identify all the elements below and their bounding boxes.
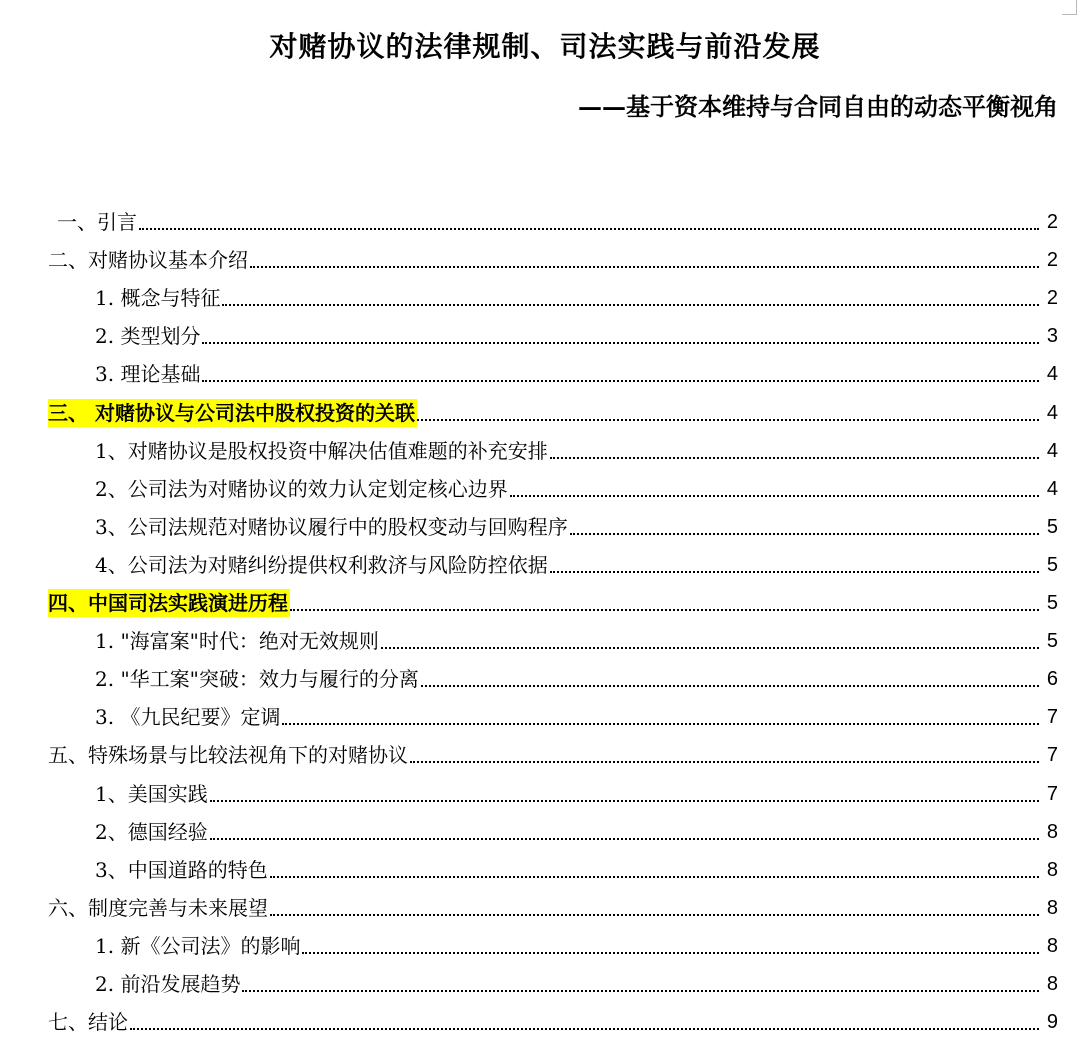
toc-entry[interactable] [95, 850, 1058, 884]
table-of-contents [0, 202, 1090, 1040]
toc-dot-leader [202, 342, 1039, 344]
toc-entry[interactable] [48, 1002, 1058, 1036]
toc-entry[interactable] [95, 278, 1058, 312]
toc-dot-leader [222, 304, 1039, 306]
toc-entry[interactable] [95, 545, 1058, 579]
toc-entry[interactable] [95, 316, 1058, 350]
toc-page-number: 4 [1046, 440, 1058, 462]
toc-page-number: 8 [1046, 935, 1058, 957]
toc-entry-label: 2、德国经验 [95, 820, 208, 844]
toc-page-number: 5 [1046, 516, 1058, 538]
toc-entry[interactable] [95, 621, 1058, 655]
page-corner-mark [1062, 0, 1077, 15]
toc-dot-leader [202, 380, 1039, 382]
toc-dot-leader [421, 685, 1039, 687]
toc-dot-leader [290, 609, 1039, 611]
toc-entry[interactable] [48, 393, 1058, 427]
toc-entry-label: 2. "华工案"突破：效力与履行的分离 [95, 667, 419, 691]
toc-page-number: 8 [1046, 897, 1058, 919]
toc-page-number: 3 [1046, 325, 1058, 347]
toc-page-number: 5 [1046, 554, 1058, 576]
toc-entry-label: 一、引言 [57, 210, 137, 234]
document-title: 对赌协议的法律规制、司法实践与前沿发展 [269, 30, 821, 63]
toc-entry[interactable] [48, 735, 1058, 769]
toc-page-number: 2 [1046, 211, 1058, 233]
toc-page-number: 4 [1046, 478, 1058, 500]
toc-entry-label: 七、结论 [48, 1010, 128, 1034]
toc-entry-label: 1、对赌协议是股权投资中解决估值难题的补充安排 [95, 439, 548, 463]
toc-entry-label: 1. "海富案"时代：绝对无效规则 [95, 629, 379, 653]
toc-dot-leader [210, 800, 1039, 802]
toc-page-number: 5 [1046, 592, 1058, 614]
toc-entry[interactable] [48, 583, 1058, 617]
toc-entry[interactable] [57, 202, 1058, 236]
toc-entry[interactable] [48, 240, 1058, 274]
toc-dot-leader [410, 761, 1039, 763]
toc-entry-label: 2. 前沿发展趋势 [95, 972, 241, 996]
toc-entry-label: 二、对赌协议基本介绍 [48, 248, 248, 272]
toc-entry[interactable] [95, 774, 1058, 808]
toc-dot-leader [242, 990, 1039, 992]
toc-entry[interactable] [95, 354, 1058, 388]
toc-entry-label: 1、美国实践 [95, 782, 208, 806]
toc-dot-leader [250, 266, 1039, 268]
toc-entry-label: 六、制度完善与未来展望 [48, 896, 268, 920]
toc-entry-label: 1. 概念与特征 [95, 286, 221, 310]
toc-page-number: 7 [1046, 706, 1058, 728]
toc-dot-leader [381, 647, 1039, 649]
toc-dot-leader [270, 914, 1039, 916]
toc-page-number: 2 [1046, 249, 1058, 271]
toc-page-number: 4 [1046, 402, 1058, 424]
toc-entry[interactable] [95, 507, 1058, 541]
toc-dot-leader [210, 838, 1039, 840]
toc-page-number: 6 [1046, 668, 1058, 690]
toc-page-number: 2 [1046, 287, 1058, 309]
toc-entry-label: 3. 理论基础 [95, 362, 201, 386]
toc-page-number: 8 [1046, 821, 1058, 843]
toc-dot-leader [550, 571, 1039, 573]
toc-entry-label: 1. 新《公司法》的影响 [95, 934, 301, 958]
toc-dot-leader [139, 228, 1039, 230]
toc-entry[interactable] [95, 926, 1058, 960]
toc-page-number: 4 [1046, 363, 1058, 385]
toc-page-number: 7 [1046, 783, 1058, 805]
toc-entry[interactable] [95, 812, 1058, 846]
toc-page-number: 9 [1046, 1011, 1058, 1033]
toc-entry-label: 三、 对赌协议与公司法中股权投资的关联 [48, 401, 415, 425]
toc-entry-label: 2. 类型划分 [95, 324, 201, 348]
toc-entry[interactable] [48, 888, 1058, 922]
toc-dot-leader [550, 457, 1039, 459]
toc-entry-label: 3、公司法规范对赌协议履行中的股权变动与回购程序 [95, 515, 568, 539]
document-subtitle: ——基于资本维持与合同自由的动态平衡视角 [578, 92, 1058, 121]
toc-dot-leader [510, 495, 1039, 497]
toc-entry-label: 2、公司法为对赌协议的效力认定划定核心边界 [95, 477, 508, 501]
toc-entry[interactable] [95, 964, 1058, 998]
toc-entry-label: 四、中国司法实践演进历程 [48, 591, 288, 615]
toc-dot-leader [130, 1028, 1039, 1030]
toc-dot-leader [270, 876, 1039, 878]
toc-dot-leader [282, 723, 1039, 725]
toc-dot-leader [302, 952, 1039, 954]
toc-entry-label: 3. 《九民纪要》定调 [95, 705, 281, 729]
toc-page-number: 8 [1046, 859, 1058, 881]
toc-entry[interactable] [95, 469, 1058, 503]
toc-page-number: 8 [1046, 973, 1058, 995]
toc-entry-label: 五、特殊场景与比较法视角下的对赌协议 [48, 743, 408, 767]
toc-entry-label: 3、中国道路的特色 [95, 858, 268, 882]
toc-entry[interactable] [95, 659, 1058, 693]
toc-dot-leader [570, 533, 1039, 535]
toc-entry[interactable] [95, 431, 1058, 465]
toc-entry-label: 4、公司法为对赌纠纷提供权利救济与风险防控依据 [95, 553, 548, 577]
toc-page-number: 7 [1046, 744, 1058, 766]
toc-dot-leader [417, 419, 1039, 421]
toc-entry[interactable] [95, 697, 1058, 731]
toc-page-number: 5 [1046, 630, 1058, 652]
